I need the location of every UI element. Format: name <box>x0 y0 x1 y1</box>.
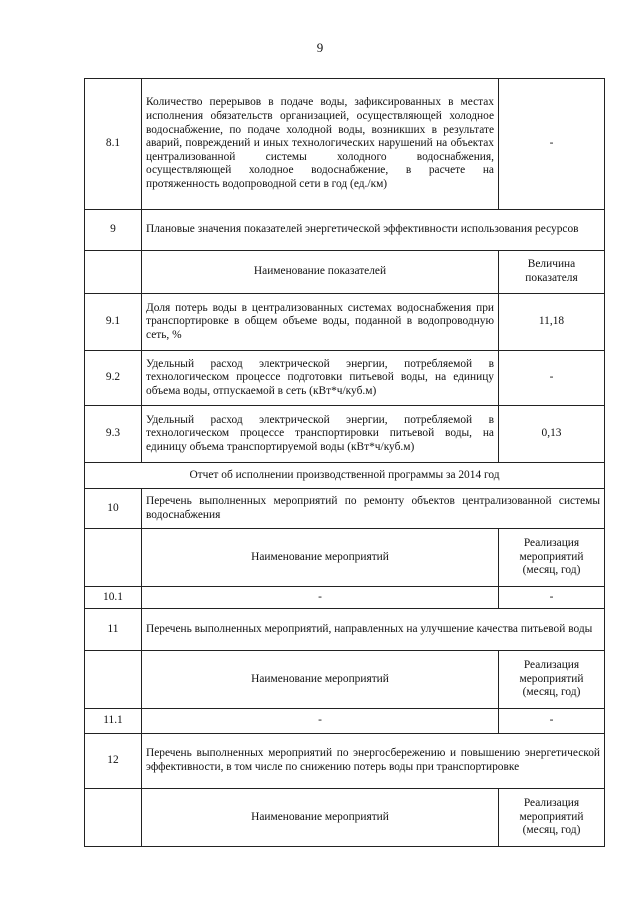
table-row-10-1 <box>85 587 605 609</box>
row-number: 9 <box>85 210 142 251</box>
column-header-name: Наименование мероприятий <box>142 651 499 709</box>
table-row-12 <box>85 734 605 789</box>
empty-cell <box>85 789 142 847</box>
indicator-value: - <box>499 351 605 406</box>
table-row-9 <box>85 210 605 251</box>
report-title: Отчет об исполнении производственной программы за 2014 год <box>85 463 605 489</box>
column-header-name: Наименование показателей <box>142 251 499 294</box>
empty-cell <box>85 251 142 294</box>
indicator-name: Удельный расход электрической энергии, потребляемой в технологическом процессе транспортировки питьевой воды, на единицу объема транспортируемой воды (кВт*ч/куб.м) <box>142 406 499 463</box>
indicator-name: Удельный расход электрической энергии, потребляемой в технологическом процессе подготовки питьевой воды, на единицу объема воды, отпускаемой в сеть (кВт*ч/куб.м) <box>142 351 499 406</box>
column-header-value: Реализация мероприятий (месяц, год) <box>499 789 605 847</box>
activity-name: - <box>142 587 499 609</box>
section-title: Перечень выполненных мероприятий, направленных на улучшение качества питьевой воды <box>142 609 605 651</box>
indicator-name: Доля потерь воды в централизованных системах водоснабжения при транспортировке в общем объеме воды, поданной в водопроводную сеть, % <box>142 294 499 351</box>
table-row-9-3 <box>85 406 605 463</box>
table-row-9-1 <box>85 294 605 351</box>
section-title: Перечень выполненных мероприятий по энергосбережению и повышению энергетической эффективности, в том числе по снижению потерь воды при транспортировке <box>142 734 605 789</box>
activity-date: - <box>499 709 605 734</box>
row-number: 10 <box>85 489 142 529</box>
row-number: 9.3 <box>85 406 142 463</box>
table-row-8-1 <box>85 79 605 210</box>
empty-cell <box>85 651 142 709</box>
activity-name: - <box>142 709 499 734</box>
column-header-value: Величина показателя <box>499 251 605 294</box>
row-number: 9.1 <box>85 294 142 351</box>
row-number: 11 <box>85 609 142 651</box>
indicator-value: - <box>499 79 605 210</box>
table-header-row-11 <box>85 651 605 709</box>
indicator-value: 11,18 <box>499 294 605 351</box>
section-title: Плановые значения показателей энергетической эффективности использования ресурсов <box>142 210 605 251</box>
row-number: 10.1 <box>85 587 142 609</box>
empty-cell <box>85 529 142 587</box>
table-row-report <box>85 463 605 489</box>
activity-date: - <box>499 587 605 609</box>
table-header-row-12 <box>85 789 605 847</box>
row-number: 9.2 <box>85 351 142 406</box>
table-header-row-9 <box>85 251 605 294</box>
table-row-11-1 <box>85 709 605 734</box>
row-number: 11.1 <box>85 709 142 734</box>
indicator-name: Количество перерывов в подаче воды, зафиксированных в местах исполнения обязательств организацией, осуществляющей холодное водоснабжение, по подаче холодной воды, возникших в результате аварий, повреждений и иных технологических нарушений на объектах централизованной системы холодного водоснабжения, осуществляющей холодное водоснабжение, в расчете на протяженность водопроводной сети в год (ед./км) <box>142 79 499 210</box>
column-header-value: Реализация мероприятий (месяц, год) <box>499 529 605 587</box>
column-header-value: Реализация мероприятий (месяц, год) <box>499 651 605 709</box>
table-row-11 <box>85 609 605 651</box>
section-title: Перечень выполненных мероприятий по ремонту объектов централизованной системы водоснабжения <box>142 489 605 529</box>
page-number: 9 <box>316 40 324 55</box>
indicator-value: 0,13 <box>499 406 605 463</box>
column-header-name: Наименование мероприятий <box>142 789 499 847</box>
row-number: 12 <box>85 734 142 789</box>
table-header-row-10 <box>85 529 605 587</box>
table-row-9-2 <box>85 351 605 406</box>
row-number: 8.1 <box>85 79 142 210</box>
table-row-10 <box>85 489 605 529</box>
column-header-name: Наименование мероприятий <box>142 529 499 587</box>
program-table <box>84 78 605 847</box>
